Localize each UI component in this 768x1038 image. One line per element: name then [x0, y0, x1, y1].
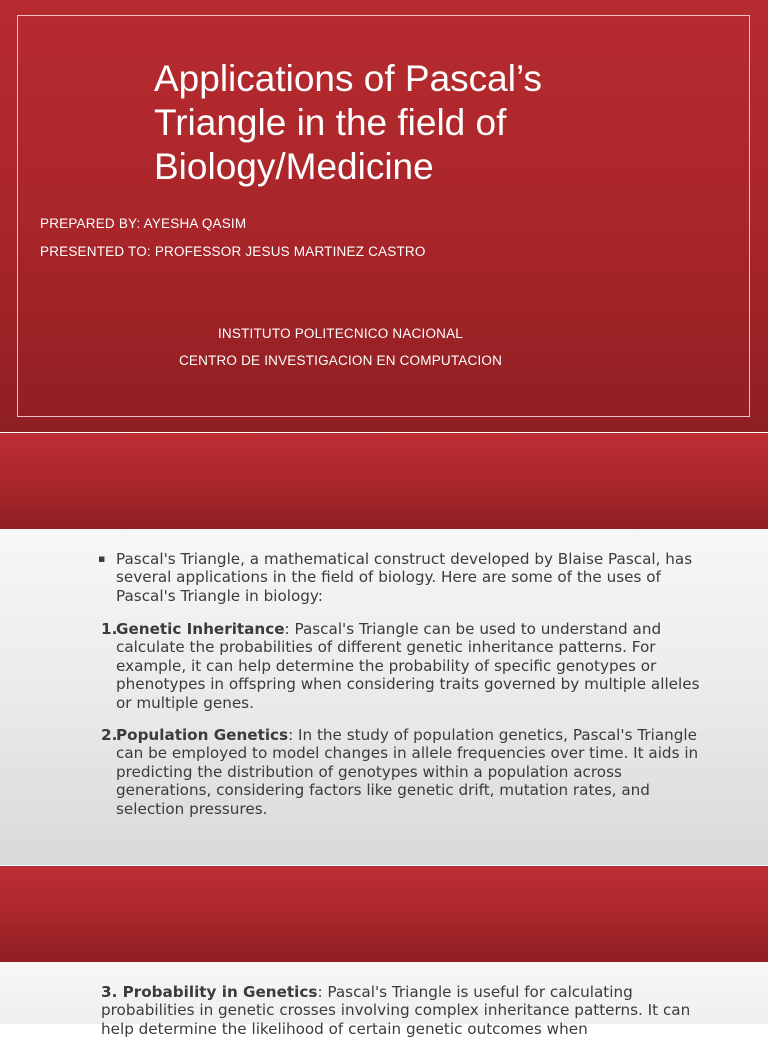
intro-bullet	[98, 550, 701, 605]
list-item	[101, 620, 701, 712]
item-number: 1.	[101, 620, 118, 638]
prepared-by: PREPARED BY: AYESHA QASIM	[40, 216, 247, 231]
title-slide	[0, 0, 768, 432]
bullet-marker: ▪	[98, 552, 106, 565]
item-number: 2.	[101, 726, 118, 744]
item-body	[116, 726, 701, 818]
probability-paragraph	[101, 983, 701, 1038]
content-slide-header-band	[0, 433, 768, 529]
presented-to: PRESENTED TO: PROFESSOR JESUS MARTINEZ CASTRO	[40, 244, 426, 259]
item-body	[116, 620, 701, 712]
paragraph-text: : Pascal's Triangle is useful for calculating probabilities in genetic crosses involving complex inheritance patterns. It can help determine the likelihood of certain genetic outcomes when	[101, 983, 691, 1038]
title-line-3: Biology/Medicine	[154, 146, 434, 187]
list-item	[101, 726, 701, 818]
slide-title	[154, 57, 674, 189]
paragraph-heading: 3. Probability in Genetics	[101, 983, 318, 1001]
institution-line-2: CENTRO DE INVESTIGACION EN COMPUTACION	[178, 353, 503, 368]
item-heading: Genetic Inheritance	[116, 620, 285, 638]
item-text: : Pascal's Triangle can be used to understand and calculate the probabilities of different genetic inheritance patterns. For example, it can help determine the probability of specific genotypes or phenotypes in offspring when considering traits governed by multiple alleles or multiple genes.	[116, 620, 700, 712]
item-heading: Population Genetics	[116, 726, 289, 744]
bottom-slide-header-band	[0, 866, 768, 962]
intro-text: Pascal's Triangle, a mathematical construct developed by Blaise Pascal, has several applications in the field of biology. Here are some of the uses of Pascal's Triangle in biology:	[116, 550, 693, 605]
item-text: : In the study of population genetics, Pascal's Triangle can be employed to model changes in allele frequencies over time. It aids in predicting the distribution of genotypes within a population across generations, considering factors like genetic drift, mutation rates, and selection pressures.	[116, 726, 699, 818]
title-line-1: Applications of Pascal’s	[154, 58, 543, 99]
institution-line-1: INSTITUTO POLITECNICO NACIONAL	[217, 326, 464, 341]
title-line-2: Triangle in the field of	[154, 102, 507, 143]
